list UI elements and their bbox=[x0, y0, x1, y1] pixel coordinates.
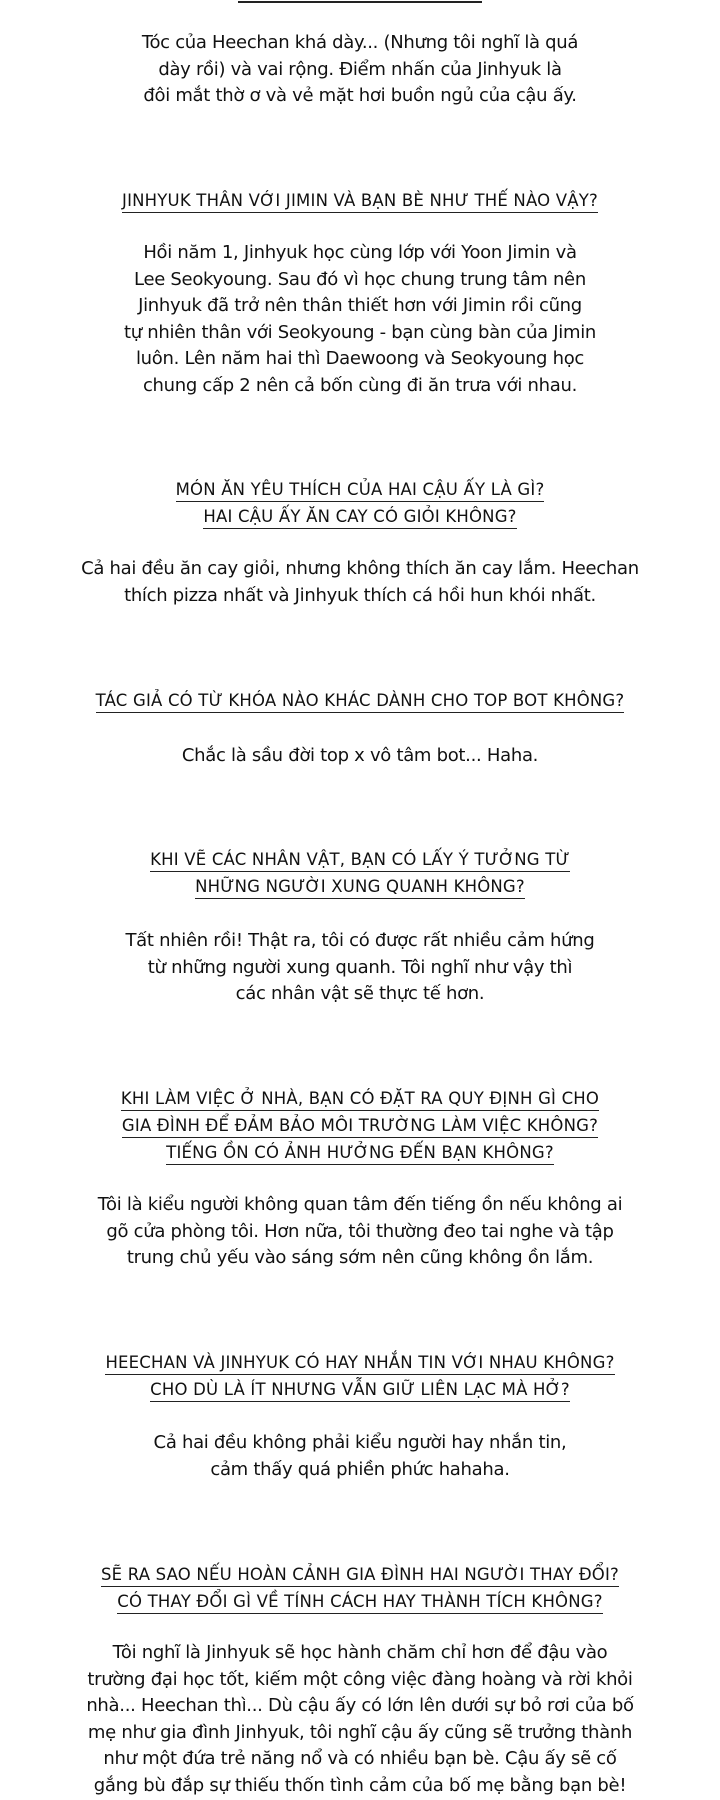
answer-line: Hồi năm 1, Jinhyuk học cùng lớp với Yoon Jimin và bbox=[143, 242, 577, 263]
question-line: NHỮNG NGƯỜI XUNG QUANH KHÔNG? bbox=[195, 876, 525, 899]
question-4 bbox=[0, 849, 720, 903]
answer-line: Cả hai đều ăn cay giỏi, nhưng không thích ăn cay lắm. Heechan bbox=[81, 558, 639, 579]
answer-line: Tất nhiên rồi! Thật ra, tôi có được rất nhiều cảm hứng bbox=[125, 930, 595, 951]
question-5 bbox=[0, 1088, 720, 1169]
top-divider bbox=[238, 1, 482, 3]
answer-line: gắng bù đắp sự thiếu thốn tình cảm của bố mẹ bằng bạn bè! bbox=[93, 1774, 627, 1796]
answer-1 bbox=[0, 240, 720, 399]
answer-6 bbox=[0, 1430, 720, 1483]
question-line: JINHYUK THÂN VỚI JIMIN VÀ BẠN BÈ NHƯ THẾ NÀO VẬY? bbox=[122, 190, 598, 213]
question-3 bbox=[0, 690, 720, 717]
answer-line: đôi mắt thờ ơ và vẻ mặt hơi buồn ngủ của cậu ấy. bbox=[143, 85, 577, 106]
answer-line: Cả hai đều không phải kiểu người hay nhắn tin, bbox=[153, 1432, 567, 1453]
question-7 bbox=[0, 1564, 720, 1618]
answer-line: như một đứa trẻ năng nổ và có nhiều bạn bè. Cậu ấy sẽ cố bbox=[103, 1748, 617, 1769]
answer-line: Chắc là sầu đời top x vô tâm bot... Haha. bbox=[181, 745, 539, 766]
answer-line: Jinhyuk đã trở nên thân thiết hơn với Jimin rồi cũng bbox=[138, 295, 582, 316]
answer-line: từ những người xung quanh. Tôi nghĩ như vậy thì bbox=[147, 956, 573, 978]
question-line: KHI LÀM VIỆC Ở NHÀ, BẠN CÓ ĐẶT RA QUY ĐỊNH GÌ CHO bbox=[121, 1088, 599, 1111]
answer-7 bbox=[0, 1640, 720, 1799]
answer-line: luôn. Lên năm hai thì Daewoong và Seokyoung học bbox=[135, 348, 585, 369]
answer-line: cảm thấy quá phiền phức hahaha. bbox=[210, 1458, 510, 1480]
answer-line: trường đại học tốt, kiếm một công việc đàng hoàng và rời khỏi bbox=[87, 1668, 633, 1690]
question-2 bbox=[0, 479, 720, 533]
answer-4 bbox=[0, 928, 720, 1008]
question-1 bbox=[0, 190, 720, 217]
question-line: HAI CẬU ẤY ĂN CAY CÓ GIỎI KHÔNG? bbox=[203, 506, 516, 529]
answer-line: chung cấp 2 nên cả bốn cùng đi ăn trưa với nhau. bbox=[142, 374, 578, 396]
answer-line: Tóc của Heechan khá dày... (Nhưng tôi nghĩ là quá bbox=[141, 32, 579, 53]
answer-2 bbox=[0, 556, 720, 609]
question-line: KHI VẼ CÁC NHÂN VẬT, BẠN CÓ LẤY Ý TƯỞNG TỪ bbox=[150, 849, 570, 872]
intro-answer bbox=[0, 30, 720, 110]
answer-5 bbox=[0, 1192, 720, 1272]
question-line: TÁC GIẢ CÓ TỪ KHÓA NÀO KHÁC DÀNH CHO TOP BOT KHÔNG? bbox=[96, 690, 625, 713]
question-line: CÓ THAY ĐỔI GÌ VỀ TÍNH CÁCH HAY THÀNH TÍCH KHÔNG? bbox=[117, 1591, 602, 1614]
answer-line: tự nhiên thân với Seokyoung - bạn cùng bàn của Jimin bbox=[123, 321, 597, 343]
answer-line: Tôi nghĩ là Jinhyuk sẽ học hành chăm chỉ hơn để đậu vào bbox=[112, 1642, 608, 1663]
answer-3 bbox=[0, 743, 720, 770]
question-line: TIẾNG ỒN CÓ ẢNH HƯỞNG ĐẾN BẠN KHÔNG? bbox=[166, 1142, 554, 1165]
answer-line: các nhân vật sẽ thực tế hơn. bbox=[235, 983, 485, 1004]
question-6 bbox=[0, 1352, 720, 1406]
question-line: GIA ĐÌNH ĐỂ ĐẢM BẢO MÔI TRƯỜNG LÀM VIỆC KHÔNG? bbox=[122, 1115, 598, 1138]
answer-line: gõ cửa phòng tôi. Hơn nữa, tôi thường đeo tai nghe và tập bbox=[106, 1220, 614, 1242]
answer-line: dày rồi) và vai rộng. Điểm nhấn của Jinhyuk là bbox=[158, 58, 562, 80]
question-line: MÓN ĂN YÊU THÍCH CỦA HAI CẬU ẤY LÀ GÌ? bbox=[176, 479, 545, 502]
answer-line: trung chủ yếu vào sáng sớm nên cũng không ồn lắm. bbox=[126, 1247, 594, 1268]
answer-line: Lee Seokyoung. Sau đó vì học chung trung tâm nên bbox=[134, 268, 586, 290]
answer-line: mẹ như gia đình Jinhyuk, tôi nghĩ cậu ấy cũng sẽ trưởng thành bbox=[87, 1721, 633, 1743]
answer-line: Tôi là kiểu người không quan tâm đến tiếng ồn nếu không ai bbox=[97, 1194, 623, 1215]
answer-line: thích pizza nhất và Jinhyuk thích cá hồi hun khói nhất. bbox=[124, 584, 596, 606]
question-line: HEECHAN VÀ JINHYUK CÓ HAY NHẮN TIN VỚI NHAU KHÔNG? bbox=[105, 1352, 614, 1375]
question-line: SẼ RA SAO NẾU HOÀN CẢNH GIA ĐÌNH HAI NGƯỜI THAY ĐỔI? bbox=[101, 1564, 619, 1587]
answer-line: nhà... Heechan thì... Dù cậu ấy có lớn lên dưới sự bỏ rơi của bố bbox=[86, 1695, 634, 1716]
question-line: CHO DÙ LÀ ÍT NHƯNG VẪN GIỮ LIÊN LẠC MÀ HỞ? bbox=[150, 1379, 570, 1402]
